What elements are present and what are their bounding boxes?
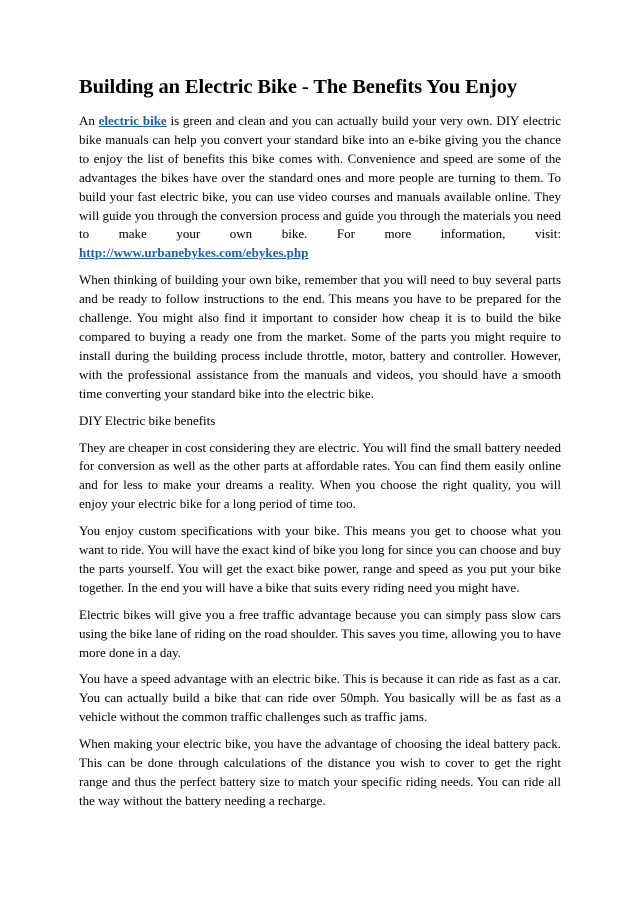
- urbanebykes-url-link[interactable]: http://www.urbanebykes.com/ebykes.php: [79, 245, 309, 261]
- document-title: Building an Electric Bike - The Benefits You Enjoy: [79, 76, 518, 98]
- paragraph-building-parts: When thinking of building your own bike, remember that you will need to buy several parts and be ready to follow instructions to the end. This means you have to be prepared for the challenge. You might also find it important to consider how cheap it is to build the bike compared to buying a ready one from the market. Some of the parts you might require to install during the building process include throttle, motor, battery and controller. However, with the professional assistance from the manuals and videos, you should have a smooth time converting your standard bike into the electric bike.: [79, 272, 561, 401]
- section-heading-benefits: DIY Electric bike benefits: [79, 412, 216, 428]
- paragraph-battery: When making your electric bike, you have the advantage of choosing the ideal battery pack. This can be done through calculations of the distance you wish to cover to get the right range and thus the perfect battery size to match your specific riding needs. You can ride all the way without the battery needing a recharge.: [79, 736, 561, 808]
- electric-bike-link[interactable]: electric bike: [98, 113, 167, 128]
- intro-body: is green and clean and you can actually build your very own. DIY electric bike manuals can help you convert your standard bike into an e-bike giving you the chance to enjoy the list of benefits this bike comes with. Convenience and speed are some of the advantages the bikes have over the standard ones and more people are turning to them. To build your fast electric bike, you can use video courses and manuals available online. They will guide you through the conversion process and guide you through the materials you need to make your own bike. For more information, visit:: [79, 113, 561, 242]
- intro-paragraph: [79, 112, 561, 263]
- paragraph-speed: You have a speed advantage with an electric bike. This is because it can ride as fast as a car. You can actually build a bike that can ride over 50mph. You basically will be as fast as a vehicle without the common traffic challenges such as traffic jams.: [79, 671, 561, 725]
- paragraph-traffic: Electric bikes will give you a free traffic advantage because you can simply pass slow cars using the bike lane of riding on the road shoulder. This saves you time, allowing you to have more done in a day.: [79, 606, 561, 660]
- paragraph-custom-specs: You enjoy custom specifications with your bike. This means you get to choose what you want to ride. You will have the exact kind of bike you long for since you can choose and buy the parts yourself. You will get the exact bike power, range and speed as you put your bike together. In the end you will have a bike that suits every riding need you might have.: [79, 523, 561, 595]
- paragraph-cost: They are cheaper in cost considering they are electric. You will find the small battery needed for conversion as well as the other parts at affordable rates. You can find them easily online and for less to make your dreams a reality. When you choose the right quality, you will enjoy your electric bike for a long period of time too.: [79, 439, 561, 512]
- intro-prefix: An: [79, 113, 99, 128]
- document-page: [79, 74, 561, 819]
